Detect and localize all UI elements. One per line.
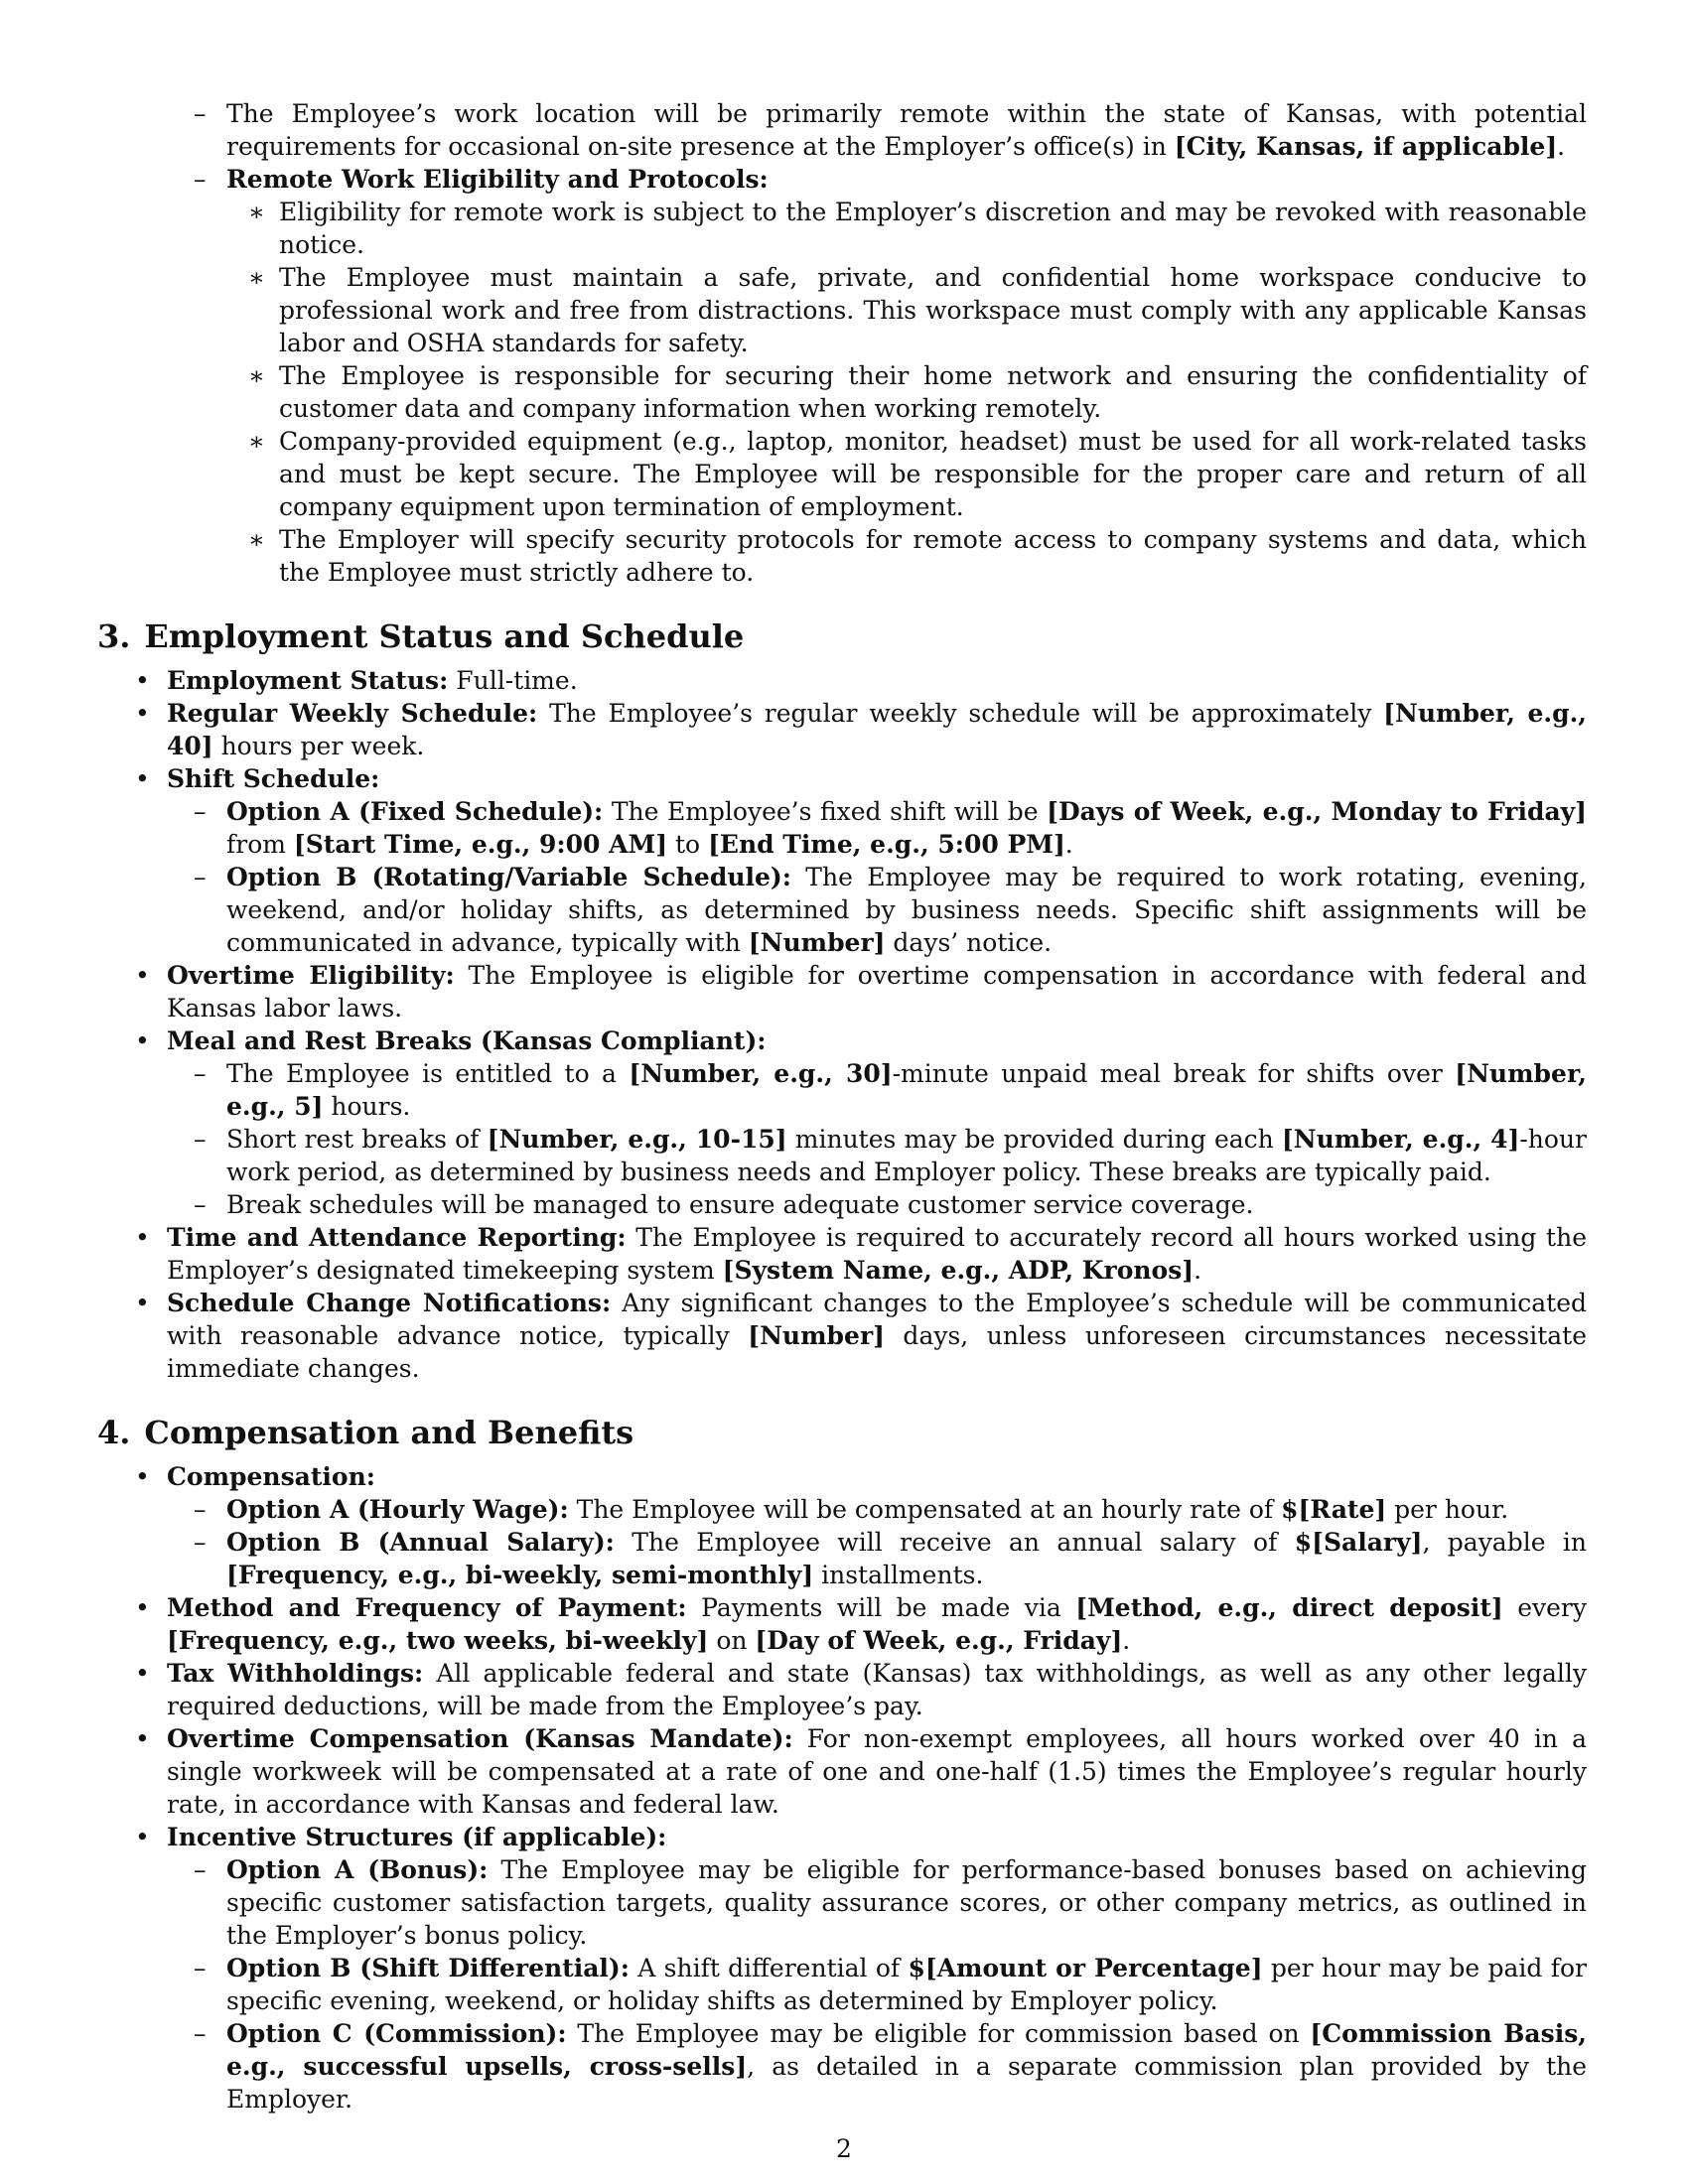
dash-marker: – [194,2019,207,2048]
bullet-marker: • [135,764,150,793]
list-item: • Regular Weekly Schedule: The Employee’s regular weekly schedule will be approximately [Number, e.g., 40] hours per week. [135,699,1587,760]
list-item: • Compensation: [135,1462,375,1491]
bullet-marker: • [135,1593,150,1622]
list-item: • Overtime Eligibility: The Employee is eligible for overtime compensation in accordance with federal and Kansas labor laws. [135,961,1587,1023]
star-marker: ∗ [248,361,265,390]
bullet-marker: • [135,666,150,695]
list-item: ∗ Eligibility for remote work is subject to the Employer’s discretion and may be revoked with reasonable notice. [248,198,1587,259]
list-item: – The Employee is entitled to a [Number, e.g., 30]-minute unpaid meal break for shifts over [Number, e.g., 5] hours. [194,1059,1588,1121]
star-marker: ∗ [248,263,265,292]
page-content [97,97,1587,2116]
list-item: – Option B (Rotating/Variable Schedule): The Employee may be required to work rotating, evening, weekend, and/or holiday shifts, as determined by business needs. Specific shift assignments will be communicated in advance, typically with [Number] days’ notice. [194,863,1588,957]
list-item: – Option C (Commission): The Employee may be eligible for commission based on [Commission Basis, e.g., successful upsells, cross-sells], as detailed in a separate commission plan provided by the Employer. [194,2019,1588,2114]
star-marker: ∗ [248,427,265,456]
list-item: • Schedule Change Notifications: Any significant changes to the Employee’s schedule will be communicated with reasonable advance notice, typically [Number] days, unless unforeseen circumstances necessitate immediate changes. [135,1289,1587,1383]
star-marker: ∗ [248,198,265,226]
bullet-marker: • [135,699,150,728]
list-item: – Option A (Fixed Schedule): The Employee’s fixed shift will be [Days of Week, e.g., Monday to Friday] from [Start Time, e.g., 9:00 AM] to [End Time, e.g., 5:00 PM]. [194,797,1587,859]
list-item: – Option A (Hourly Wage): The Employee will be compensated at an hourly rate of $[Rate] per hour. [194,1495,1509,1524]
page-number: 2 [836,2134,852,2163]
dash-marker: – [194,1855,207,1884]
dash-marker: – [194,1059,207,1088]
list-item: – Option B (Shift Differential): A shift differential of $[Amount or Percentage] per hour may be paid for specific evening, weekend, or holiday shifts as determined by Employer policy. [194,1954,1587,2015]
list-item: – Short rest breaks of [Number, e.g., 10-15] minutes may be provided during each [Number, e.g., 4]-hour work period, as determined by business needs and Employer policy. These breaks are typically paid. [194,1125,1587,1186]
dash-marker: – [194,1190,207,1219]
dash-marker: – [194,165,207,194]
list-item: • Meal and Rest Breaks (Kansas Compliant): [135,1026,767,1055]
section-heading-3: 3. Employment Status and Schedule [97,617,745,655]
list-item: – The Employee’s work location will be primarily remote within the state of Kansas, with potential requirements for occasional on-site presence at the Employer’s office(s) in [City, Kansas, if applicable]. [194,99,1587,161]
dash-marker: – [194,1954,207,1982]
dash-marker: – [194,1125,207,1154]
list-item: ∗ Company-provided equipment (e.g., laptop, monitor, headset) must be used for all work-related tasks and must be kept secure. The Employee will be responsible for the proper care and return of all company equipment upon termination of employment. [248,427,1587,521]
list-item: – Remote Work Eligibility and Protocols: [194,165,769,194]
star-marker: ∗ [248,525,265,554]
list-item: ∗ The Employee must maintain a safe, private, and confidential home workspace conducive to professional work and free from distractions. This workspace must comply with any applicable Kansas labor and OSHA standards for safety. [248,263,1587,357]
section-heading-4: 4. Compensation and Benefits [97,1414,634,1451]
list-item: • Shift Schedule: [135,764,380,793]
bullet-marker: • [135,1026,150,1055]
bullet-marker: • [135,1724,150,1753]
list-item: – Option A (Bonus): The Employee may be eligible for performance-based bonuses based on achieving specific customer satisfaction targets, quality assurance scores, or other company metrics, as outlined in the Employer’s bonus policy. [194,1855,1587,1950]
dash-marker: – [194,1495,207,1524]
list-item: • Overtime Compensation (Kansas Mandate): For non-exempt employees, all hours worked over 40 in a single workweek will be compensated at a rate of one and one-half (1.5) times the Employee’s regular hourly rate, in accordance with Kansas and federal law. [135,1724,1587,1819]
list-item: • Incentive Structures (if applicable): [135,1823,667,1851]
bullet-marker: • [135,1659,150,1688]
dash-marker: – [194,797,207,826]
list-item: – Break schedules will be managed to ensure adequate customer service coverage. [194,1190,1254,1219]
dash-marker: – [194,99,207,128]
bullet-marker: • [135,1223,150,1252]
list-item: • Method and Frequency of Payment: Payments will be made via [Method, e.g., direct deposit] every [Frequency, e.g., two weeks, bi-weekly] on [Day of Week, e.g., Friday]. [135,1593,1587,1655]
bullet-marker: • [135,961,150,990]
bullet-marker: • [135,1289,150,1317]
bullet-marker: • [135,1823,150,1851]
dash-marker: – [194,1528,207,1557]
bullet-marker: • [135,1462,150,1491]
list-item: – Option B (Annual Salary): The Employee will receive an annual salary of $[Salary], payable in [Frequency, e.g., bi-weekly, semi-monthly] installments. [194,1528,1588,1589]
list-item: • Tax Withholdings: All applicable federal and state (Kansas) tax withholdings, as well as any other legally required deductions, will be made from the Employee’s pay. [135,1659,1587,1720]
list-item: ∗ The Employer will specify security protocols for remote access to company systems and data, which the Employee must strictly adhere to. [248,525,1587,587]
list-item: • Employment Status: Full-time. [135,666,578,695]
dash-marker: – [194,863,207,891]
list-item: • Time and Attendance Reporting: The Employee is required to accurately record all hours worked using the Employer’s designated timekeeping system [System Name, e.g., ADP, Kronos]. [135,1223,1588,1285]
list-item: ∗ The Employee is responsible for securing their home network and ensuring the confidentiality of customer data and company information when working remotely. [248,361,1587,423]
